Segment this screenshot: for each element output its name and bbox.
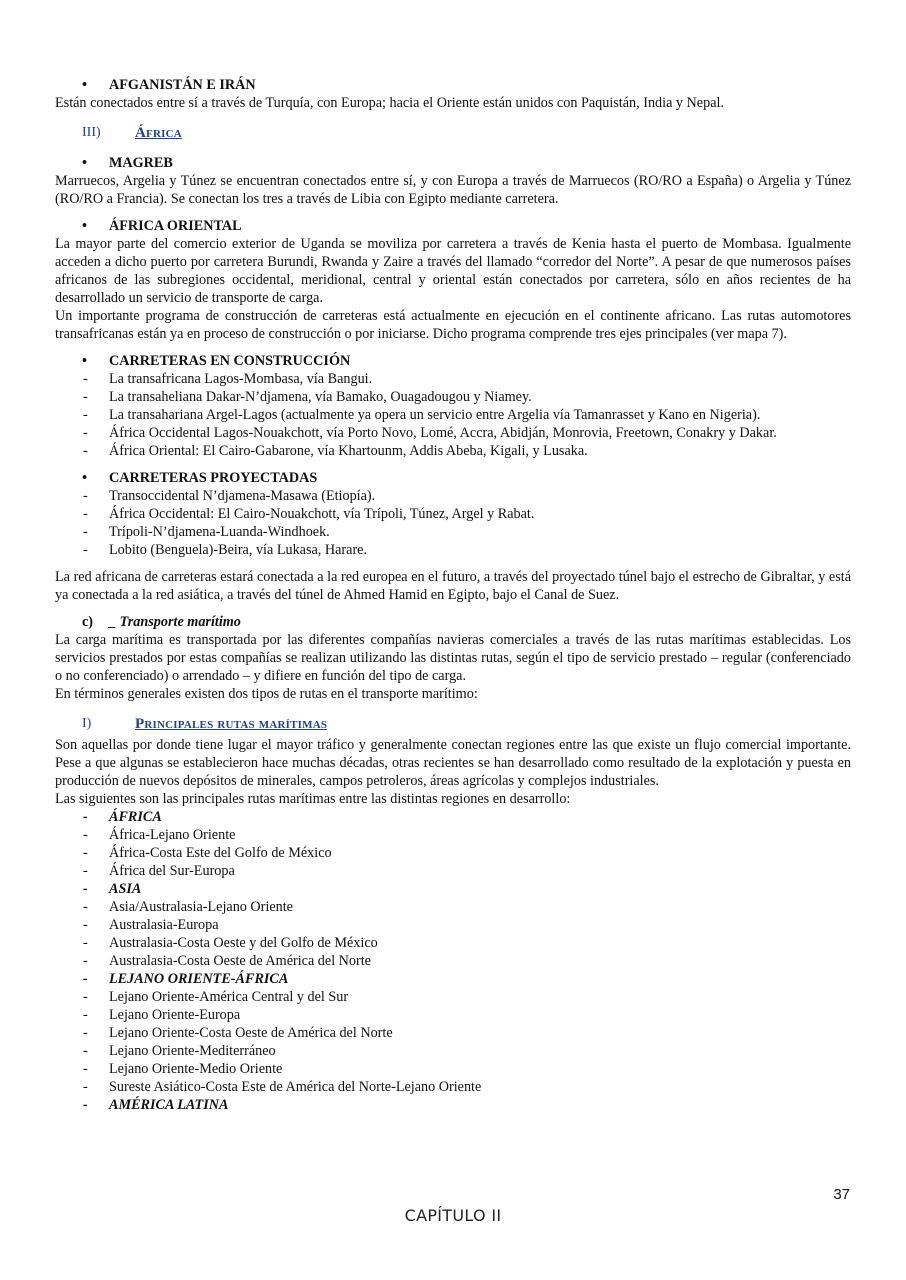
paragraph-rutas-1: Son aquellas por donde tiene lugar el mayor tráfico y generalmente conectan regiones entre las que existe un flujo comercial importante. Pese a que algunas se establecieron hace muchas décadas, otras recientes se han desarrollado como resultado de la explotación y puesta en producción de nuevos depósitos de minerales, campos petroleros, áreas agrícolas y complejos industriales. (55, 737, 851, 789)
section-number: III) (82, 125, 101, 140)
list-item: - África Occidental Lagos-Nouakchott, vía Porto Novo, Lomé, Accra, Abidján, Monrovia, Freetown, Conakry y Dakar. (55, 424, 851, 442)
chapter-footer: CAPÍTULO II (404, 1206, 502, 1225)
list-item: - África del Sur-Europa (55, 862, 851, 880)
list-item: - La transafricana Lagos-Mombasa, vía Bangui. (55, 370, 851, 388)
list-item-region: - LEJANO ORIENTE-ÁFRICA (55, 970, 851, 988)
list-item: - Transoccidental N’djamena-Masawa (Etiopía). (55, 487, 851, 505)
section-number: I) (82, 716, 92, 731)
list-item-region: - ASIA (55, 880, 851, 898)
list-item: - Lejano Oriente-Mediterráneo (55, 1042, 851, 1060)
list-carreteras-construccion (55, 370, 851, 460)
list-item: - Australasia-Costa Oeste y del Golfo de México (55, 934, 851, 952)
list-item: - África-Lejano Oriente (55, 826, 851, 844)
paragraph-afganistan-iran: Están conectados entre sí a través de Turquía, con Europa; hacia el Oriente están unidos con Paquistán, India y Nepal. (55, 95, 724, 111)
section-rutas-maritimas-heading (55, 712, 851, 736)
paragraph-africa-oriental-2: Un importante programa de construcción de carreteras está actualmente en ejecución en el continente africano. Las rutas automotores transafricanas están ya en proceso de construcción o por iniciarse. Dicho programa comprende tres ejes principales (ver mapa 7). (55, 308, 851, 342)
list-item: - Australasia-Europa (55, 916, 851, 934)
section-title: Principales rutas marítimas (135, 716, 328, 732)
paragraph-africa-oriental-1: La mayor parte del comercio exterior de Uganda se moviliza por carretera a través de Kenia hasta el puerto de Mombasa. Igualmente acceden a dicho puerto por carretera Burundi, Rwanda y Zaire a través del llamado “corredor del Norte”. A pesar de que numerosos países africanos de las subregiones occidental, meridional, central y oriental están conectados por carretera, sólo en años recientes de ha desarrollado un servicio de transporte de carga. (55, 236, 851, 306)
paragraph-tipos-rutas: En términos generales existen dos tipos de rutas en el transporte marítimo: (55, 686, 478, 702)
list-item: - Lejano Oriente-América Central y del Sur (55, 988, 851, 1006)
subsection-transporte-maritimo (55, 613, 851, 631)
paragraph-red-africana: La red africana de carreteras estará conectada a la red europea en el futuro, a través del proyectado túnel bajo el estrecho de Gibraltar, y está ya conectada a la red asiática, a través del túnel de Ahmed Hamid en Egipto, bajo el Canal de Suez. (55, 569, 851, 603)
paragraph-carga-maritima: La carga marítima es transportada por las diferentes compañías navieras comerciales a través de las rutas marítimas establecidas. Los servicios prestados por estas compañías se realizan utilizando las distintas rutas, según el tipo de servicio prestado – regular (conferenciado o no conferenciado) o arrendado – y difiere en función del tipo de carga. (55, 632, 851, 684)
document-page (55, 76, 851, 1114)
list-item-region: - ÁFRICA (55, 808, 851, 826)
list-carreteras-proyectadas (55, 487, 851, 559)
list-item: - Sureste Asiático-Costa Este de América del Norte-Lejano Oriente (55, 1078, 851, 1096)
subsection-label: c) (82, 614, 94, 630)
paragraph-magreb: Marruecos, Argelia y Túnez se encuentran conectados entre sí, y con Europa a través de Marruecos (RO/RO a España) o Argelia y Túnez (RO/RO a Francia). Se conectan los tres a través de Libia con Egipto mediante carretera. (55, 173, 851, 207)
heading-africa-oriental: • ÁFRICA ORIENTAL (55, 217, 851, 235)
list-item: - Lejano Oriente-Europa (55, 1006, 851, 1024)
list-item: - Trípoli-N’djamena-Luanda-Windhoek. (55, 523, 851, 541)
heading-carreteras-proyectadas: • CARRETERAS PROYECTADAS (55, 469, 851, 487)
list-item: - Asia/Australasia-Lejano Oriente (55, 898, 851, 916)
list-rutas-maritimas (55, 808, 851, 1114)
list-item: - Australasia-Costa Oeste de América del Norte (55, 952, 851, 970)
paragraph-rutas-2: Las siguientes son las principales rutas marítimas entre las distintas regiones en desarrollo: (55, 791, 571, 807)
list-item: - Lejano Oriente-Medio Oriente (55, 1060, 851, 1078)
list-item: - La transaheliana Dakar-N’djamena, vía Bamako, Ouagadougou y Niamey. (55, 388, 851, 406)
subsection-title: _ Transporte marítimo (109, 614, 241, 630)
heading-afganistan-iran: • AFGANISTÁN E IRÁN (55, 76, 851, 94)
list-item: - África Occidental: El Cairo-Nouakchott, vía Trípoli, Túnez, Argel y Rabat. (55, 505, 851, 523)
list-item: - África Oriental: El Cairo-Gabarone, vía Khartounm, Addis Abeba, Kigali, y Lusaka. (55, 442, 851, 460)
section-africa-heading (55, 121, 851, 145)
heading-magreb: • MAGREB (55, 154, 851, 172)
list-item-region: - AMÉRICA LATINA (55, 1096, 851, 1114)
section-title: África (135, 125, 182, 141)
list-item: - África-Costa Este del Golfo de México (55, 844, 851, 862)
list-item: - Lejano Oriente-Costa Oeste de América del Norte (55, 1024, 851, 1042)
list-item: - La transahariana Argel-Lagos (actualmente ya opera un servicio entre Argelia vía Tamanrasset y Kano en Nigeria). (55, 406, 851, 424)
page-number: 37 (833, 1186, 850, 1203)
list-item: - Lobito (Benguela)-Beira, vía Lukasa, Harare. (55, 541, 851, 559)
heading-carreteras-construccion: • CARRETERAS EN CONSTRUCCIÓN (55, 352, 851, 370)
